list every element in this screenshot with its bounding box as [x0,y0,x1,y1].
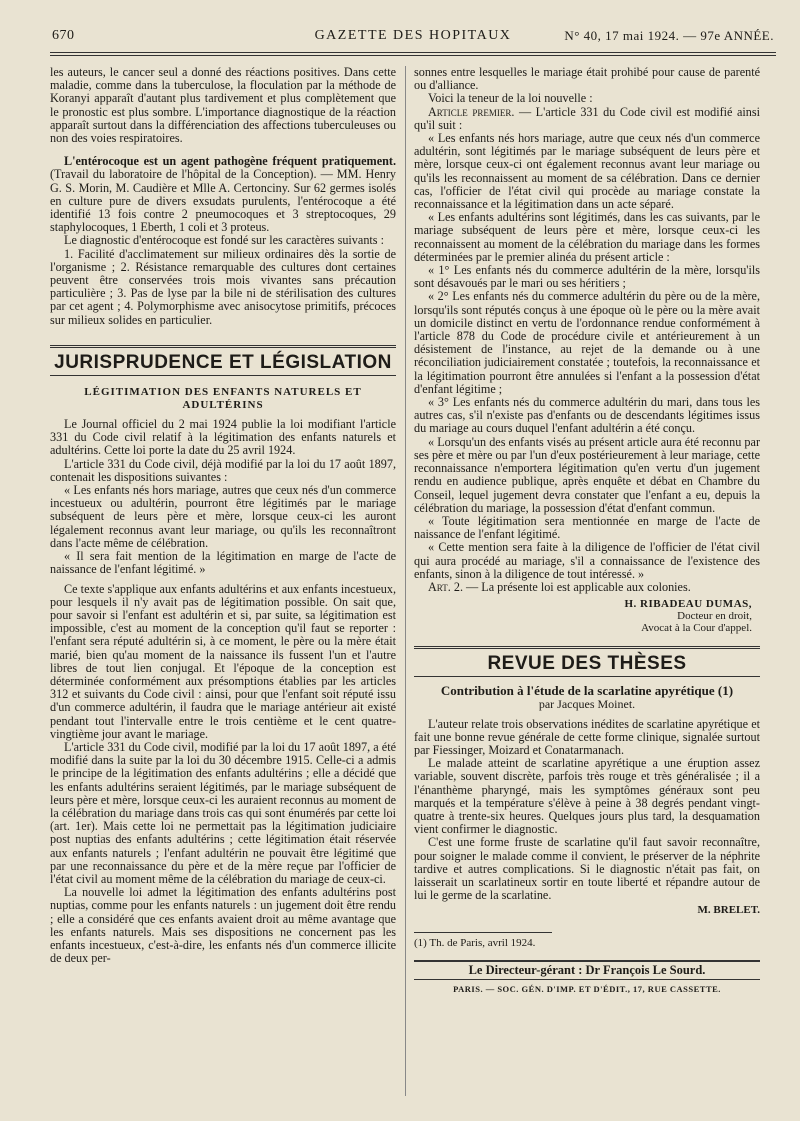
page-number: 670 [52,28,75,43]
paragraph: Voici la teneur de la loi nouvelle : [428,91,593,106]
paragraph: « Il sera fait mention de la légitimation en marge de l'acte de naissance de l'enfant légitimé. » [50,549,396,577]
paragraph: La nouvelle loi admet la légitimation des enfants adultérins post nuptias, comme pour les enfants naturels : un jugement doit être rendu ; elle a considéré que ces enfants avaient droit au même avantage que les enfants naturels. Mais ses dispositions ne concernent pas les enfants incestueux, c'est-à-dire, les enfants nés d'un commerce illicite de deux per- [50,885,396,966]
article-text: — La présente loi est applicable aux colonies. [466,579,691,594]
right-column [414,66,760,996]
paragraph: Le malade atteint de scarlatine apyrétique a une éruption assez variable, souvent discrète, parfois très rouge et très généralisée ; il a l'énanthème pharyngé, mais les symptômes généraux sont peu marqués et la température s'élève à peine à 38 degrés pendant vingt-quatre à trente-six heures. Quelques jours plus tard, la desquamation vient confirmer le diagnostic. [414,756,760,837]
article-label: Article premier. [428,104,515,119]
section-title-jurisprudence: JURISPRUDENCE ET LÉGISLATION [50,345,396,376]
paragraph: « Les enfants nés hors mariage, autre que ceux nés d'un commerce adultérin, sont légitimés par le mariage subséquent de leurs père et mère, lorsque ceux-ci ont également reconnus avant leur mariage ou qu'ils les reconnaissent au moment de sa célébration. Dans ce dernier cas, l'officier de l'état civil qui procède au mariage constate la reconnaissance et la légitimation dans un acte séparé. [414,131,760,212]
paragraph: 1. Facilité d'acclimatement sur milieux ordinaires dès la sortie de l'organisme ; 2. Résistance remarquable des cultures dont certaines peuvent être conservées trois mois vivantes sans précaution particulière ; 3. Pas de lyse par la bile ni de stérilisation des cultures par cet agent ; 4. Polymorphisme avec anisocytose primitifs, précoces sur milieux solides en particulier. [50,246,396,327]
paragraph: L'article 331 du Code civil, modifié par la loi du 17 août 1897, a été modifié dans la suite par la loi du 30 décembre 1915. Celle-ci a admis le principe de la légitimation des enfants adultérins ; elle a décidé que les enfants adultérins seraient légitimés, par le mariage subséquent de leurs père et mère, lorsque ceux-ci les auraient reconnus au moment de la célébration du mariage dans trois cas qui sont énumérés par cette loi (art. 1er). Mais cette loi ne permettait pas la légitimation judiciaire post nuptias des enfants adultérins ; cette légitimation était réservée aux enfants naturels ; l'enfant adultérin ne pouvait être légitimé que par une reconnaissance du père et de la mère reçue par l'officier de l'état civil au moment même de la célébration du mariage de ceux-ci. [50,739,396,886]
paragraph: « Les enfants nés hors mariage, autres que ceux nés d'un commerce incestueux ou adultérin, pourront être légitimés par le mariage subséquent de leurs père et mère, lorsque ceux-ci les auront légalement reconnus avant leur mariage, ou qu'ils les reconnaîtront dans l'acte même de célébration. [50,483,396,550]
paragraph: « 1° Les enfants nés du commerce adultérin de la mère, lorsqu'ils sont désavoués par le mari ou ses héritiers ; [414,263,760,291]
signature-role: Avocat à la Cour d'appel. [641,622,752,635]
section-title-theses: REVUE DES THÈSES [414,646,760,677]
paragraph: L'article 331 du Code civil, déjà modifié par la loi du 17 août 1897, contenait les dispositions suivantes : [50,456,396,484]
footnote: (1) Th. de Paris, avril 1924. [414,936,536,949]
paragraph: « 3° Les enfants nés du commerce adultérin du mari, dans tous les autres cas, s'il n'existe pas d'enfants ou de descendants légitimes issus du mariage au cours duquel l'enfant adultérin a été conçu. [414,395,760,436]
entero-paragraph [50,155,396,234]
article-label: Art. 2. [428,579,463,594]
thesis-title: Contribution à l'étude de la scarlatine apyrétique (1) [440,683,734,699]
paragraph: « 2° Les enfants nés du commerce adultérin du père ou de la mère, lorsqu'ils sont réputés conçus à une époque où le père ou la mère avait un domicile distinct en vertu de l'ordonnance rendue conformément à l'article 878 du Code de procédure civile et antérieurement à un désistement de l'instance, au rejet de la demande ou à une réconciliation judiciairement constatée ; toutefois, la reconnaissance et la légitimation pourront être annulées si l'enfant a la possession d'état d'enfant légitime ; [414,289,760,396]
paragraph: Ce texte s'applique aux enfants adultérins et aux enfants incestueux, pour lesquels il n'y avait pas de légitimation possible. On sait que, pour savoir si l'enfant est adultérin et si, par suite, sa légitimation est impossible, c'est au moment de la conception qu'il faut se reporter : l'enfant sera réputé adultérin si, à ce moment, le père ou la mère était marié, bien qu'au moment de la naissance ils fussent l'un et l'autre libres de tout lien conjugal. Et l'époque de la conception est déterminée conformément aux présomptions établies par les articles 312 et suivants du Code civil : ainsi, pour que l'enfant soit réputé issu d'un commerce adultérin, il faudra que le mariage antérieur ait existé pendant tout l'intervalle entre le trois centième et le cent quatre-vingtième jour avant le mariage. [50,581,396,741]
running-head [52,28,774,50]
left-column [50,66,396,965]
author-signature [414,598,752,634]
entero-lead: L'entérocoque est un agent pathogène fréquent pratiquement. [64,154,396,169]
review-signoff: M. BRELET. [697,904,760,917]
paragraph: Le Journal officiel du 2 mai 1924 publie la loi modifiant l'article 331 du Code civil relatif à la légitimation des enfants naturels et adultérins. Cette loi porte la date du 25 avril 1924. [50,417,396,458]
column-separator [405,66,406,1096]
article-premier [414,106,760,132]
header-rule [50,52,776,56]
signature-name: H. RIBADEAU DUMAS, [624,598,752,611]
paragraph: Le diagnostic d'entérocoque est fondé sur les caractères suivants : [64,233,384,248]
journal-title: GAZETTE DES HOPITAUX [314,28,512,43]
entero-body: (Travail du laboratoire de l'hôpital de la Conception). — MM. Henry G. S. Morin, M. Caudière et Mlle A. Certonciny. Sur 62 germes isolés en culture pure de divers exsudats purulents, l'entérocoque a été identifié 13 fois contre 2 pneumocoques et 3 streptocoques, 29 staphylocoques, 1 Eberth, 1 coli et 3 proteus. [50,167,396,235]
paragraph: les auteurs, le cancer seul a donné des réactions positives. Dans cette maladie, comme dans la tuberculose, la floculation par la méthode de Koranyi apparaît d'autant plus tardivement et plus complètement que le pronostic est plus sombre. L'importance diagnostique de la réaction apparaît surtout dans la différenciation des affections tuberculeuses ou non des voies respiratoires. [50,65,396,146]
paragraph: C'est une forme fruste de scarlatine qu'il faut savoir reconnaître, pour soigner le malade comme il convient, le préserver de la néphrite tardive et autres complications. Si le diagnostic n'était pas fait, on laisserait un scarlatineux sortir en toute liberté et répandre autour de lui le germe de la scarlatine. [414,835,760,903]
printer-line: PARIS. — SOC. GÉN. D'IMP. ET D'ÉDIT., 17, RUE CASSETTE. [453,983,721,994]
signature-title: Docteur en droit, [677,610,752,623]
footnote-rule [414,932,552,933]
paragraph: L'auteur relate trois observations inédites de scarlatine apyrétique et fait une bonne revue générale de cette forme clinique, signalée surtout par Fiessinger, Moizard et Conatarmanach. [414,716,760,757]
director-line: Le Directeur-gérant : Dr François Le Sourd. [414,960,760,980]
article-subtitle: LÉGITIMATION DES ENFANTS NATURELS ET ADULTÉRINS [84,386,362,412]
thesis-author: par Jacques Moinet. [538,697,636,712]
paragraph: « Lorsqu'un des enfants visés au présent article aura été reconnu par ses père et mère ou par l'un d'eux postérieurement à leur mariage, cette reconnaissance n'emportera légitimation qu'en vertu d'un jugement rendu en audience publique, après enquête et débat en Chambre du Conseil, lequel jugement devra constater que l'enfant a eu, depuis la célébration du mariage, la possession d'état d'enfant commun. [414,434,760,515]
article-text: — L'article 331 du Code civil est modifié ainsi qu'il suit : [414,104,761,132]
paragraph: sonnes entre lesquelles le mariage était prohibé pour cause de parenté ou d'alliance. [414,65,760,93]
paragraph: « Cette mention sera faite à la diligence de l'officier de l'état civil qui aura procédé au mariage, s'il a connaissance de l'existence des enfants, sinon à la diligence de tout intéressé. » [414,540,760,581]
issue-dateline: N° 40, 17 mai 1924. — 97e ANNÉE. [564,28,774,43]
article-2 [414,581,760,594]
paragraph: « Les enfants adultérins sont légitimés, dans les cas suivants, par le mariage subséquent de leurs père et mère, lorsque ceux-ci les reconnaissent au moment de la célébration du mariage dans les formes déterminées par le premier alinéa du présent article : [414,210,760,264]
paragraph: « Toute légitimation sera mentionnée en marge de l'acte de naissance de l'enfant légitimé. [414,513,760,542]
